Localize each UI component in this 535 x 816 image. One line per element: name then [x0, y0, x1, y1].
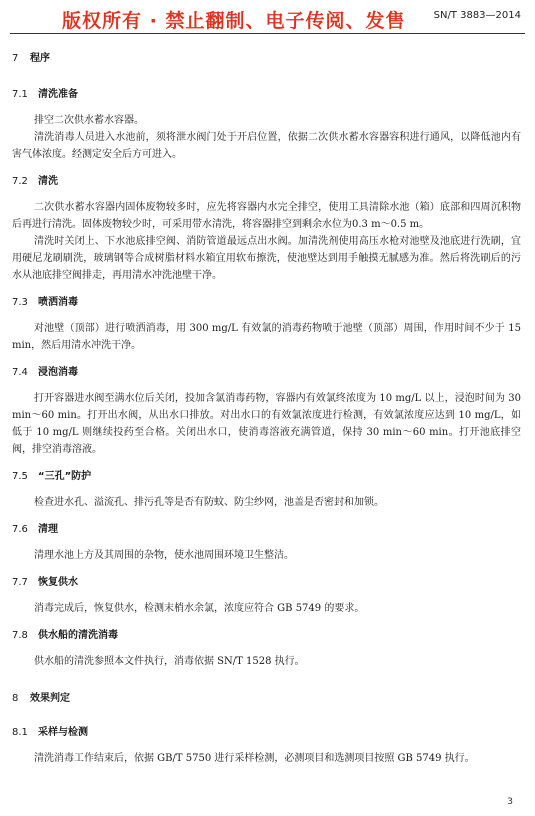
subsection-heading — [12, 576, 521, 590]
subsection-heading — [12, 523, 521, 537]
subsection-title: 清洗准备 — [38, 89, 78, 100]
subsection-title: 喷洒消毒 — [38, 297, 78, 308]
subsection-body — [34, 494, 521, 511]
section-number: 7 — [12, 53, 19, 64]
subsection-number: 7.2 — [12, 176, 28, 187]
subsection-body — [12, 199, 521, 284]
copyright-watermark: 版权所有 · 禁止翻制、电子传阅、发售 — [62, 10, 406, 32]
subsection-title: 恢复供水 — [38, 577, 78, 588]
subsection-heading — [12, 629, 521, 643]
page-number: 3 — [507, 797, 513, 807]
subsection-number: 7.4 — [12, 367, 28, 378]
subsection-number: 7.3 — [12, 297, 28, 308]
subsection-heading — [12, 366, 521, 380]
paragraph: 检查进水孔、溢流孔、排污孔等是否有防蚊、防尘纱网，池盖是否密封和加锁。 — [34, 497, 384, 508]
subsection-body — [34, 547, 521, 564]
subsection-number: 7.6 — [12, 524, 28, 535]
section-7-heading — [12, 52, 521, 66]
paragraph: 清洗消毒工作结束后，依据 GB/T 5750 进行采样检测，必测项目和选测项目按照 GB 5749 执行。 — [34, 753, 475, 764]
subsection-number: 8.1 — [12, 727, 28, 738]
paragraph: 打开容器进水阀至满水位后关闭，投加含氯消毒药物，容器内有效氯终浓度为 10 mg/L 以上，浸泡时间为 30 min～60 min。打开出水阀，从出水口排放。对出水口的有效氯浓度进行检测，有效氯浓度应达到 10 mg/L，如低于 10 mg/L 则继续投药至合格。关闭出水口，使消毒溶液充满管道，保持 30 min～60 min。打开池底排空阀，排空消毒溶液。 — [12, 393, 521, 455]
subsection-body — [34, 653, 521, 670]
subsection-title: “三孔”防护 — [38, 471, 92, 482]
subsection-body — [12, 320, 521, 354]
paragraph: 清洗时关闭上、下水池底排空阀、消防管道最远点出水阀。加清洗剂使用高压水枪对池壁及池底进行洗刷，宜用硬尼龙刷刷洗，玻璃钢等合成树脂材料水箱宜用软布擦洗，使池壁达到用手触摸无腻感为准。然后将洗刷后的污水从池底排空阀排走，再用清水冲洗池壁干净。 — [12, 236, 521, 281]
subsection-heading — [12, 175, 521, 189]
paragraph: 清洗消毒人员进入水池前，须将泄水阀门处于开启位置，依据二次供水蓄水容器容积进行通风，以降低池内有害气体浓度。经测定安全后方可进入。 — [12, 132, 521, 160]
section-title: 程序 — [30, 53, 50, 64]
paragraph: 排空二次供水蓄水容器。 — [34, 115, 144, 126]
subsection-title: 清理 — [38, 524, 58, 535]
subsection-body — [12, 112, 521, 163]
subsection-title: 供水船的清洗消毒 — [38, 630, 118, 641]
subsection-title: 浸泡消毒 — [38, 367, 78, 378]
subsection-number: 7.1 — [12, 89, 28, 100]
standard-number: SN/T 3883—2014 — [433, 10, 521, 21]
subsection-number: 7.5 — [12, 471, 28, 482]
section-8-heading — [12, 692, 521, 706]
paragraph: 消毒完成后，恢复供水，检测末梢水余氯，浓度应符合 GB 5749 的要求。 — [34, 603, 365, 614]
paragraph: 清理水池上方及其周围的杂物，使水池周围环境卫生整洁。 — [34, 550, 294, 561]
subsection-body — [34, 600, 521, 617]
section-number: 8 — [12, 693, 19, 704]
subsection-number: 7.7 — [12, 577, 28, 588]
subsection-title: 清洗 — [38, 176, 58, 187]
header-rule — [10, 33, 525, 34]
subsection-title: 采样与检测 — [38, 727, 88, 738]
subsection-number: 7.8 — [12, 630, 28, 641]
subsection-body — [34, 750, 521, 767]
document-body — [12, 52, 521, 780]
subsection-heading — [12, 470, 521, 484]
paragraph: 对池壁（顶部）进行喷洒消毒，用 300 mg/L 有效氯的消毒药物喷于池壁（顶部）周围，作用时间不少于 15 min，然后用清水冲洗干净。 — [12, 323, 521, 351]
subsection-heading — [12, 296, 521, 310]
subsection-heading — [12, 88, 521, 102]
section-title: 效果判定 — [30, 693, 70, 704]
subsection-body — [12, 390, 521, 458]
subsection-heading — [12, 726, 521, 740]
paragraph: 二次供水蓄水容器内固体废物较多时，应先将容器内水完全排空，使用工具清除水池（箱）底部和四周沉积物后再进行清洗。固体废物较少时，可采用带水清洗，将容器排空到剩余水位为0.3 m～0.5 m。 — [12, 202, 521, 230]
paragraph: 供水船的清洗参照本文件执行，消毒依据 SN/T 1528 执行。 — [34, 656, 305, 667]
